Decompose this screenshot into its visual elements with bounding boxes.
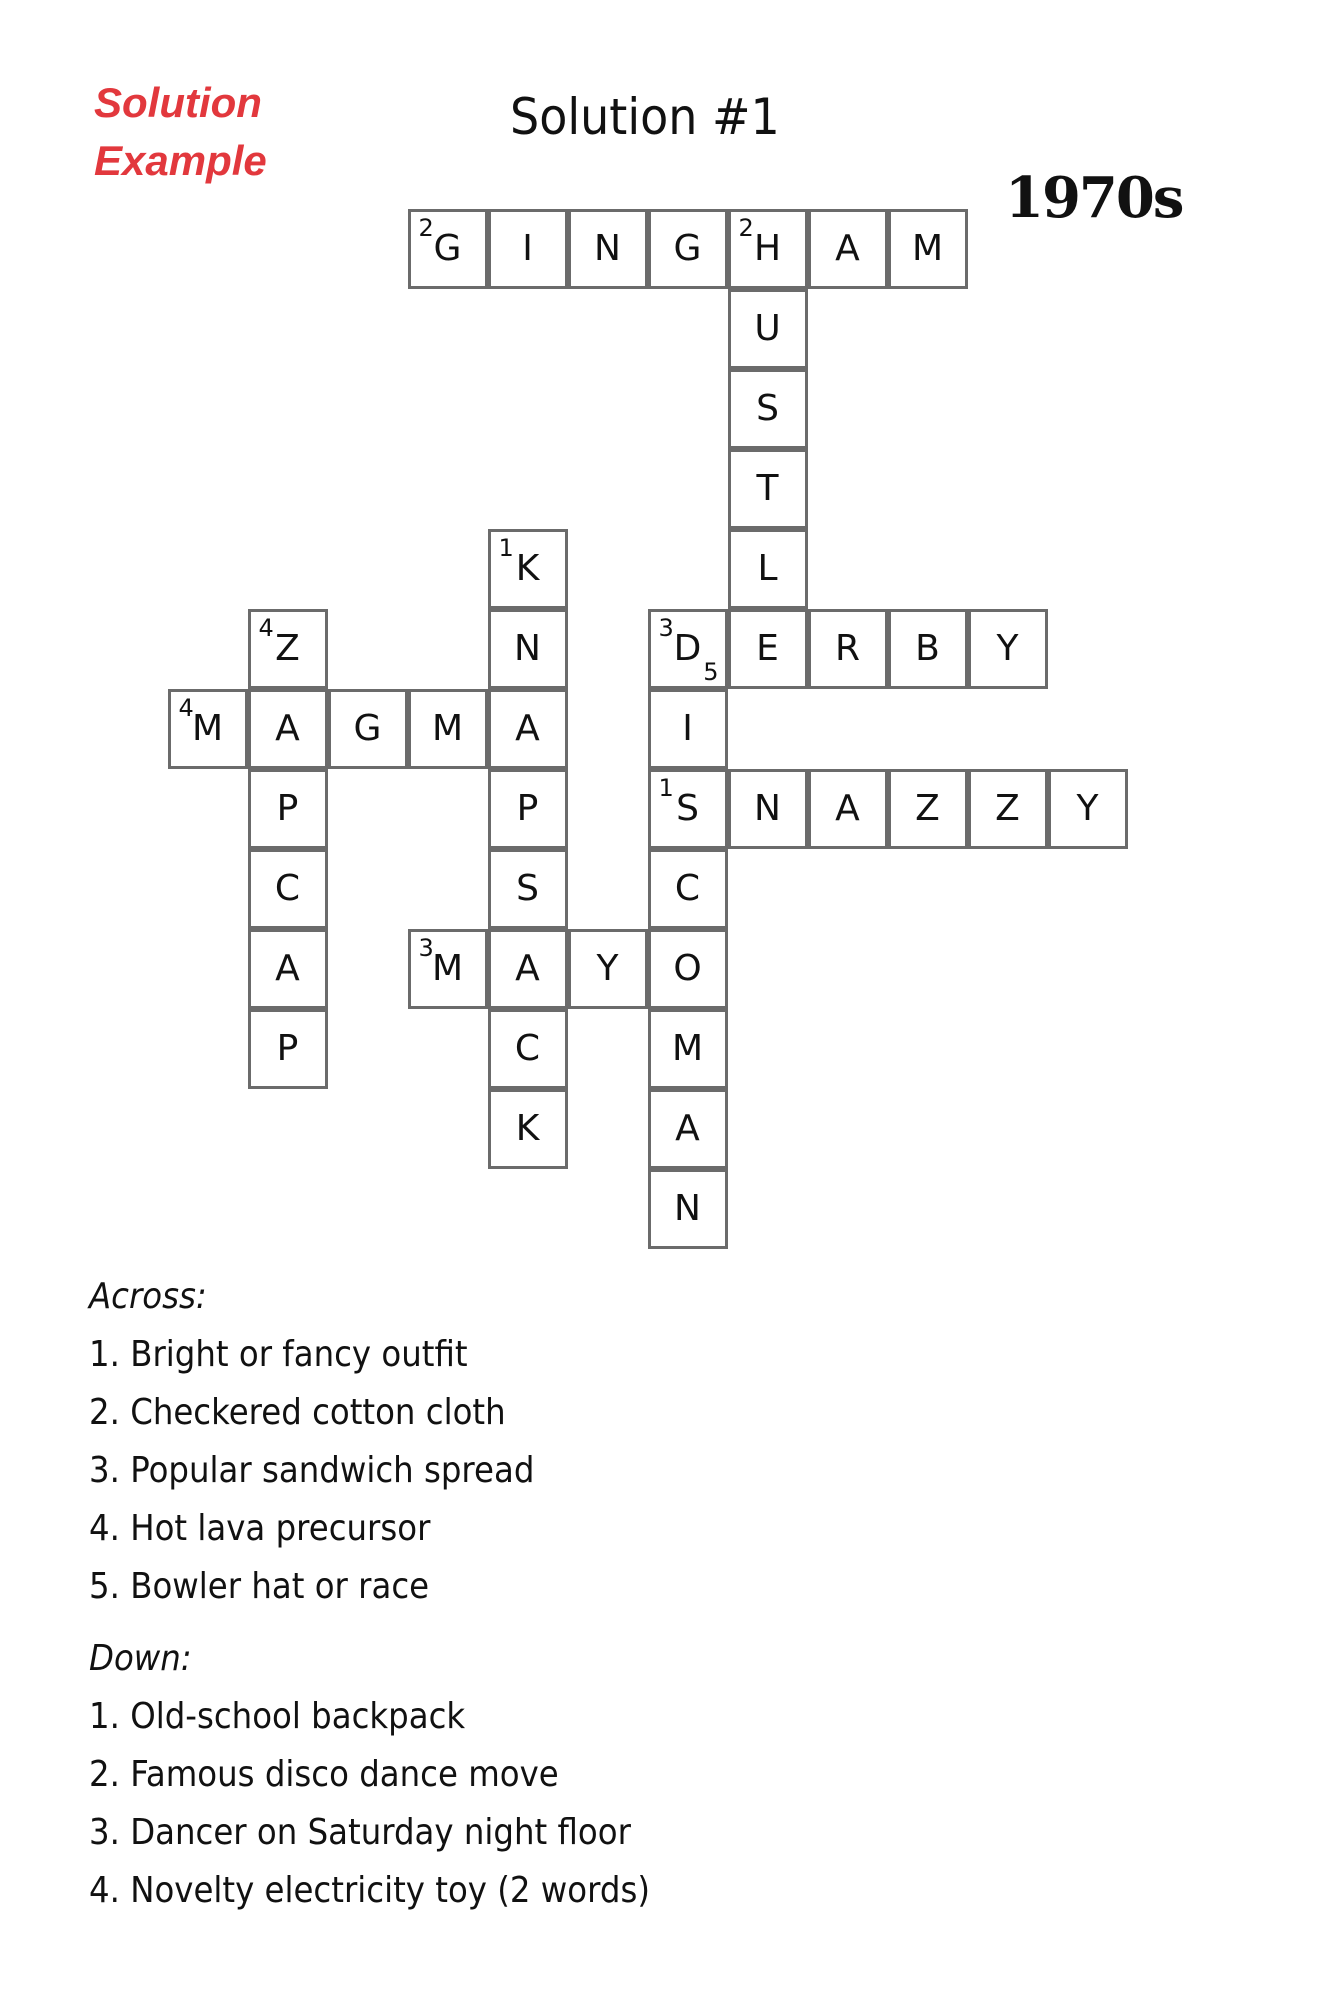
across-clue: 2. Checkered cotton cloth [89,1392,506,1433]
grid-cell [488,1089,568,1169]
grid-cell [248,849,328,929]
grid-cell [968,609,1048,689]
grid-cell [808,769,888,849]
clue-number: 4 [178,693,194,722]
cell-letter: I [682,708,693,749]
cell-letter: H [753,228,782,269]
cell-letter: N [594,228,621,269]
grid-cell [888,209,968,289]
grid-cell [728,609,808,689]
cell-letter: S [676,788,699,829]
cell-letter: M [431,948,464,989]
grid-cell [648,1089,728,1169]
grid-cell [648,609,728,689]
cell-letter: R [834,628,860,669]
clue-number: 4 [258,613,274,642]
grid-cell [648,1169,728,1249]
cell-letter: A [515,708,540,749]
cell-letter: I [522,228,533,269]
grid-cell [488,529,568,609]
page-title: Solution #1 [510,88,780,146]
grid-cell [648,689,728,769]
cell-letter: A [675,1108,700,1149]
solution-label: Solution [94,79,262,126]
cell-letter: Z [995,788,1020,829]
cell-letter: M [431,708,464,749]
grid-cell [728,369,808,449]
across-clue: 4. Hot lava precursor [89,1508,431,1549]
clue-number: 2 [738,213,754,242]
across-clue: 1. Bright or fancy outfit [89,1334,468,1375]
grid-cell [648,769,728,849]
across-clue: 3. Popular sandwich spread [89,1450,535,1491]
grid-cell [488,609,568,689]
grid-cell [248,769,328,849]
grid-cell [728,769,808,849]
cell-letter: N [514,628,541,669]
cell-letter: P [276,1028,299,1069]
grid-cell [968,769,1048,849]
grid-cell [808,609,888,689]
cell-letter: K [515,1108,540,1149]
grid-cell [488,929,568,1009]
grid-cell [328,689,408,769]
grid-cell [888,609,968,689]
cell-letter: K [515,548,540,589]
grid-cell [728,289,808,369]
across-heading: Across: [89,1276,207,1317]
grid-cell [1048,769,1128,849]
grid-cell [488,689,568,769]
era-heading: 1970s [1005,165,1183,231]
cell-letter: G [433,228,462,269]
grid-cell [808,209,888,289]
grid-cell [248,929,328,1009]
grid-cell [648,849,728,929]
cell-letter: M [911,228,944,269]
across-clue: 5. Bowler hat or race [89,1566,430,1607]
cell-letter: A [835,228,860,269]
grid-cell [408,929,488,1009]
cell-letter: B [915,628,940,669]
clue-number: 1 [498,533,514,562]
grid-cell [648,929,728,1009]
cell-letter: Z [275,628,300,669]
cell-letter: C [514,1028,541,1069]
grid-cell [488,849,568,929]
cell-letter: S [516,868,539,909]
cell-letter: T [756,468,779,509]
grid-cell [888,769,968,849]
cell-letter: Y [596,948,619,989]
grid-cell [728,209,808,289]
grid-cell [488,769,568,849]
cell-letter: Y [1076,788,1099,829]
cell-letter: S [756,388,779,429]
cell-letter: A [275,708,300,749]
cell-letter: Z [915,788,940,829]
cell-letter: C [274,868,301,909]
grid-cell [408,689,488,769]
cell-letter: D [673,628,702,669]
cell-letter: A [515,948,540,989]
cell-letter: P [276,788,299,829]
cell-letter: Y [996,628,1019,669]
grid-cell [648,209,728,289]
cell-letter: N [674,1188,701,1229]
grid-cell [168,689,248,769]
grid-cell [488,209,568,289]
clue-number: 2 [418,213,434,242]
clue-number: 1 [658,773,674,802]
across-clues [89,1268,534,1616]
cell-letter: L [757,548,778,589]
example-label: Example [94,137,267,184]
cell-letter: G [673,228,702,269]
grid-cell [648,1009,728,1089]
grid-cell [248,689,328,769]
down-heading: Down: [89,1638,192,1679]
cell-letter: A [835,788,860,829]
cell-letter: G [353,708,382,749]
grid-cell [408,209,488,289]
cell-letter: P [516,788,539,829]
grid-cell [248,1009,328,1089]
grid-cell [728,449,808,529]
clue-number: 3 [418,933,434,962]
down-clue: 1. Old-school backpack [89,1696,466,1737]
down-clue: 2. Famous disco dance move [89,1754,559,1795]
cell-letter: E [756,628,779,669]
grid-cell [488,1009,568,1089]
cell-letter: M [191,708,224,749]
down-clues [89,1630,650,1920]
clue-number: 5 [703,657,719,686]
down-clue: 4. Novelty electricity toy (2 words) [89,1870,650,1911]
cell-letter: N [754,788,781,829]
down-clue: 3. Dancer on Saturday night floor [89,1812,631,1853]
cell-letter: O [673,948,702,989]
grid-cell [248,609,328,689]
cell-letter: C [674,868,701,909]
grid-cell [728,529,808,609]
clue-number: 3 [658,613,674,642]
cell-letter: M [671,1028,704,1069]
cell-letter: U [754,308,781,349]
cell-letter: A [275,948,300,989]
grid-cell [568,929,648,1009]
grid-cell [568,209,648,289]
